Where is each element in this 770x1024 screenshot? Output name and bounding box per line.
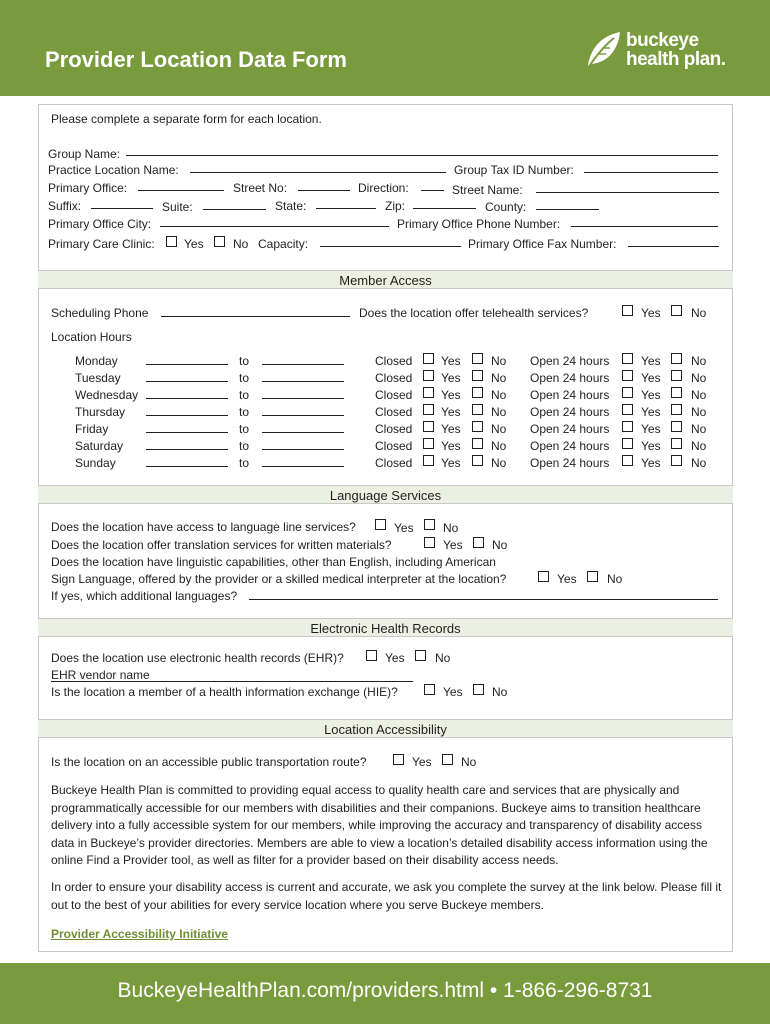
leaf-icon — [584, 30, 622, 70]
group-tax-id-field[interactable] — [584, 172, 718, 173]
open24-label: Open 24 hours — [530, 388, 610, 402]
open24-label: Open 24 hours — [530, 371, 610, 385]
ehr-vendor-label: EHR vendor name — [51, 668, 150, 682]
open24-yes-label: Yes — [641, 388, 661, 402]
zip-label: Zip: — [385, 199, 406, 213]
open24-yes-checkbox-friday[interactable] — [622, 421, 633, 432]
closed-no-label: No — [491, 388, 507, 402]
open24-yes-label: Yes — [641, 456, 661, 470]
open24-no-checkbox-thursday[interactable] — [671, 404, 682, 415]
translation-question: Does the location offer translation services for written materials? — [51, 538, 392, 552]
transportation-yes-checkbox[interactable] — [393, 754, 404, 765]
direction-label: Direction: — [358, 181, 409, 195]
capacity-label: Capacity: — [258, 237, 309, 251]
provider-accessibility-initiative-link[interactable]: Provider Accessibility Initiative — [51, 927, 228, 941]
open24-yes-label: Yes — [641, 405, 661, 419]
suite-label: Suite: — [162, 200, 193, 214]
street-no-label: Street No: — [233, 181, 288, 195]
primary-care-clinic-yes-label: Yes — [184, 237, 204, 251]
closed-yes-label: Yes — [441, 439, 461, 453]
telehealth-yes-checkbox[interactable] — [622, 305, 633, 316]
hie-yes-label: Yes — [443, 685, 463, 699]
day-label-thursday: Thursday — [75, 405, 126, 419]
state-label: State: — [275, 199, 307, 213]
hours-from-field-sunday[interactable] — [146, 466, 228, 467]
hie-question: Is the location a member of a health information exchange (HIE)? — [51, 685, 398, 699]
primary-care-clinic-no-label: No — [233, 237, 249, 251]
closed-no-label: No — [491, 422, 507, 436]
telehealth-yes-label: Yes — [641, 306, 661, 320]
open24-no-label: No — [691, 371, 707, 385]
open24-no-label: No — [691, 422, 707, 436]
closed-no-label: No — [491, 456, 507, 470]
language-line-question: Does the location have access to language line services? — [51, 520, 356, 534]
page-title: Provider Location Data Form — [45, 47, 347, 72]
closed-yes-label: Yes — [441, 422, 461, 436]
translation-yes-checkbox[interactable] — [424, 537, 435, 548]
linguistic-no-label: No — [607, 572, 623, 586]
open24-no-label: No — [691, 388, 707, 402]
open24-yes-label: Yes — [641, 439, 661, 453]
closed-yes-label: Yes — [441, 456, 461, 470]
closed-yes-checkbox-thursday[interactable] — [423, 404, 434, 415]
transportation-no-checkbox[interactable] — [442, 754, 453, 765]
language-services-heading: Language Services — [329, 488, 442, 503]
scheduling-phone-field[interactable] — [161, 316, 350, 317]
survey-request-paragraph: In order to ensure your disability access is current and accurate, we ask you complete the survey at the link below. Please fill it out to the best of your abilities for every service location where you serve Buckeye members. — [51, 880, 722, 912]
ehr-yes-label: Yes — [385, 651, 405, 665]
language-line-no-checkbox[interactable] — [424, 519, 435, 530]
to-label: to — [239, 405, 250, 419]
ehr-heading: Electronic Health Records — [310, 621, 461, 636]
open24-yes-checkbox-monday[interactable] — [622, 353, 633, 364]
language-services-band — [38, 485, 733, 504]
transportation-question: Is the location on an accessible public transportation route? — [51, 755, 367, 769]
closed-label: Closed — [375, 354, 413, 368]
closed-label: Closed — [375, 388, 413, 402]
primary-office-phone-field[interactable] — [571, 226, 718, 227]
hours-from-field-tuesday[interactable] — [146, 381, 228, 382]
ehr-yes-checkbox[interactable] — [366, 650, 377, 661]
closed-label: Closed — [375, 456, 413, 470]
ehr-no-checkbox[interactable] — [415, 650, 426, 661]
primary-care-clinic-label: Primary Care Clinic: — [48, 237, 155, 251]
open24-no-checkbox-sunday[interactable] — [671, 455, 682, 466]
to-label: to — [239, 422, 250, 436]
open24-no-checkbox-tuesday[interactable] — [671, 370, 682, 381]
logo-line-2: health plan. — [626, 49, 726, 70]
closed-yes-checkbox-sunday[interactable] — [423, 455, 434, 466]
capacity-field[interactable] — [320, 246, 461, 247]
zip-field[interactable] — [413, 208, 476, 209]
closed-yes-checkbox-tuesday[interactable] — [423, 370, 434, 381]
street-name-field[interactable] — [536, 192, 719, 193]
scheduling-phone-label: Scheduling Phone — [51, 306, 149, 320]
open24-no-checkbox-saturday[interactable] — [671, 438, 682, 449]
open24-yes-checkbox-sunday[interactable] — [622, 455, 633, 466]
language-line-no-label: No — [443, 521, 459, 535]
translation-yes-label: Yes — [443, 538, 463, 552]
buckeye-logo — [584, 28, 734, 72]
closed-no-checkbox-wednesday[interactable] — [472, 387, 483, 398]
ehr-band — [38, 618, 733, 637]
to-label: to — [239, 388, 250, 402]
ehr-vendor-field[interactable] — [51, 681, 413, 682]
closed-no-label: No — [491, 371, 507, 385]
practice-location-name-field[interactable] — [190, 172, 446, 173]
open24-no-label: No — [691, 439, 707, 453]
day-label-monday: Monday — [75, 354, 118, 368]
open24-no-checkbox-friday[interactable] — [671, 421, 682, 432]
open24-no-label: No — [691, 405, 707, 419]
day-label-wednesday: Wednesday — [75, 388, 139, 402]
practice-location-name-label: Practice Location Name: — [48, 163, 179, 177]
linguistic-question-line1: Does the location have linguistic capabilities, other than English, including American — [51, 555, 496, 569]
hours-to-field-tuesday[interactable] — [262, 381, 344, 382]
open24-yes-checkbox-saturday[interactable] — [622, 438, 633, 449]
to-label: to — [239, 354, 250, 368]
county-label: County: — [485, 200, 527, 214]
telehealth-question: Does the location offer telehealth services? — [359, 306, 589, 320]
footer-contact-text: BuckeyeHealthPlan.com/providers.html • 1-866-296-8731 — [117, 979, 653, 1002]
closed-no-checkbox-saturday[interactable] — [472, 438, 483, 449]
open24-yes-checkbox-tuesday[interactable] — [622, 370, 633, 381]
open24-label: Open 24 hours — [530, 405, 610, 419]
ehr-no-label: No — [435, 651, 451, 665]
primary-office-field[interactable] — [138, 190, 224, 191]
hours-to-field-wednesday[interactable] — [262, 398, 344, 399]
hie-no-label: No — [492, 685, 508, 699]
open24-yes-label: Yes — [641, 422, 661, 436]
header-bar — [0, 0, 770, 96]
day-label-friday: Friday — [75, 422, 109, 436]
accessibility-heading: Location Accessibility — [324, 722, 447, 737]
member-access-band — [38, 270, 733, 289]
state-field[interactable] — [316, 208, 376, 209]
transportation-no-label: No — [461, 755, 477, 769]
primary-office-city-field[interactable] — [160, 226, 389, 227]
telehealth-no-checkbox[interactable] — [671, 305, 682, 316]
translation-no-checkbox[interactable] — [473, 537, 484, 548]
day-label-saturday: Saturday — [75, 439, 124, 453]
closed-no-label: No — [491, 439, 507, 453]
linguistic-question-line2: Sign Language, offered by the provider or a skilled medical interpreter at the location? — [51, 572, 507, 586]
open24-label: Open 24 hours — [530, 439, 610, 453]
closed-no-checkbox-sunday[interactable] — [472, 455, 483, 466]
linguistic-yes-checkbox[interactable] — [538, 571, 549, 582]
hie-no-checkbox[interactable] — [473, 684, 484, 695]
day-label-sunday: Sunday — [75, 456, 116, 470]
closed-no-label: No — [491, 405, 507, 419]
suffix-field[interactable] — [91, 208, 153, 209]
closed-label: Closed — [375, 405, 413, 419]
to-label: to — [239, 439, 250, 453]
closed-yes-label: Yes — [441, 354, 461, 368]
closed-no-label: No — [491, 354, 507, 368]
hours-from-field-wednesday[interactable] — [146, 398, 228, 399]
language-line-yes-checkbox[interactable] — [375, 519, 386, 530]
closed-label: Closed — [375, 422, 413, 436]
transportation-yes-label: Yes — [412, 755, 432, 769]
closed-yes-checkbox-monday[interactable] — [423, 353, 434, 364]
open24-no-checkbox-monday[interactable] — [671, 353, 682, 364]
open24-yes-checkbox-wednesday[interactable] — [622, 387, 633, 398]
linguistic-yes-label: Yes — [557, 572, 577, 586]
to-label: to — [239, 456, 250, 470]
member-access-heading: Member Access — [339, 273, 432, 288]
direction-field[interactable] — [421, 190, 444, 191]
to-label: to — [239, 371, 250, 385]
closed-yes-checkbox-wednesday[interactable] — [423, 387, 434, 398]
hours-to-field-sunday[interactable] — [262, 466, 344, 467]
closed-yes-label: Yes — [441, 388, 461, 402]
ehr-question: Does the location use electronic health records (EHR)? — [51, 651, 344, 665]
closed-label: Closed — [375, 439, 413, 453]
intro-text: Please complete a separate form for each location. — [51, 112, 322, 126]
telehealth-no-label: No — [691, 306, 707, 320]
open24-no-label: No — [691, 354, 707, 368]
closed-yes-checkbox-friday[interactable] — [423, 421, 434, 432]
primary-office-label: Primary Office: — [48, 181, 128, 195]
closed-no-checkbox-monday[interactable] — [472, 353, 483, 364]
open24-label: Open 24 hours — [530, 422, 610, 436]
open24-no-checkbox-wednesday[interactable] — [671, 387, 682, 398]
primary-care-clinic-yes-checkbox[interactable] — [166, 236, 177, 247]
translation-no-label: No — [492, 538, 508, 552]
hours-from-field-saturday[interactable] — [146, 449, 228, 450]
day-label-tuesday: Tuesday — [75, 371, 121, 385]
hours-to-field-monday[interactable] — [262, 364, 344, 365]
logo-line-1: buckeye — [626, 30, 699, 51]
footer-bar — [0, 963, 770, 1024]
street-name-label: Street Name: — [452, 183, 523, 197]
hours-from-field-monday[interactable] — [146, 364, 228, 365]
primary-care-clinic-no-checkbox[interactable] — [214, 236, 225, 247]
additional-languages-field[interactable] — [249, 599, 718, 600]
closed-yes-label: Yes — [441, 371, 461, 385]
open24-label: Open 24 hours — [530, 354, 610, 368]
hie-yes-checkbox[interactable] — [424, 684, 435, 695]
open24-label: Open 24 hours — [530, 456, 610, 470]
hours-to-field-friday[interactable] — [262, 432, 344, 433]
street-no-field[interactable] — [298, 190, 350, 191]
suite-field[interactable] — [203, 209, 266, 210]
hours-from-field-friday[interactable] — [146, 432, 228, 433]
primary-office-fax-field[interactable] — [628, 246, 719, 247]
primary-office-city-label: Primary Office City: — [48, 217, 152, 231]
closed-yes-label: Yes — [441, 405, 461, 419]
county-field[interactable] — [536, 209, 599, 210]
open24-yes-label: Yes — [641, 354, 661, 368]
suffix-label: Suffix: — [48, 199, 82, 213]
open24-yes-label: Yes — [641, 371, 661, 385]
accessibility-band — [38, 719, 733, 738]
hours-to-field-thursday[interactable] — [262, 415, 344, 416]
open24-yes-checkbox-thursday[interactable] — [622, 404, 633, 415]
additional-languages-label: If yes, which additional languages? — [51, 589, 238, 603]
closed-no-checkbox-thursday[interactable] — [472, 404, 483, 415]
closed-label: Closed — [375, 371, 413, 385]
group-tax-id-label: Group Tax ID Number: — [454, 163, 574, 177]
group-name-label: Group Name: — [48, 147, 121, 161]
open24-no-label: No — [691, 456, 707, 470]
closed-no-checkbox-tuesday[interactable] — [472, 370, 483, 381]
language-line-yes-label: Yes — [394, 521, 414, 535]
accessibility-commitment-paragraph: Buckeye Health Plan is committed to providing equal access to quality health care and services that are physically and programmatically accessible for our members with disabilities and their companions. Buckeye aims to transition healthcare delivery into a fully accessible system for our members, while improving the accuracy and transparency of disability access data in Buckeye’s provider directories. Members are able to view a location’s detailed disability access information using the online Find a Provider tool, as well as filter for a provider based on their disability access needs. — [51, 783, 708, 867]
primary-office-fax-label: Primary Office Fax Number: — [468, 237, 617, 251]
closed-no-checkbox-friday[interactable] — [472, 421, 483, 432]
primary-office-phone-label: Primary Office Phone Number: — [397, 217, 561, 231]
closed-yes-checkbox-saturday[interactable] — [423, 438, 434, 449]
linguistic-no-checkbox[interactable] — [587, 571, 598, 582]
group-name-field[interactable] — [126, 155, 718, 156]
hours-to-field-saturday[interactable] — [262, 449, 344, 450]
location-hours-label: Location Hours — [51, 330, 132, 344]
hours-from-field-thursday[interactable] — [146, 415, 228, 416]
